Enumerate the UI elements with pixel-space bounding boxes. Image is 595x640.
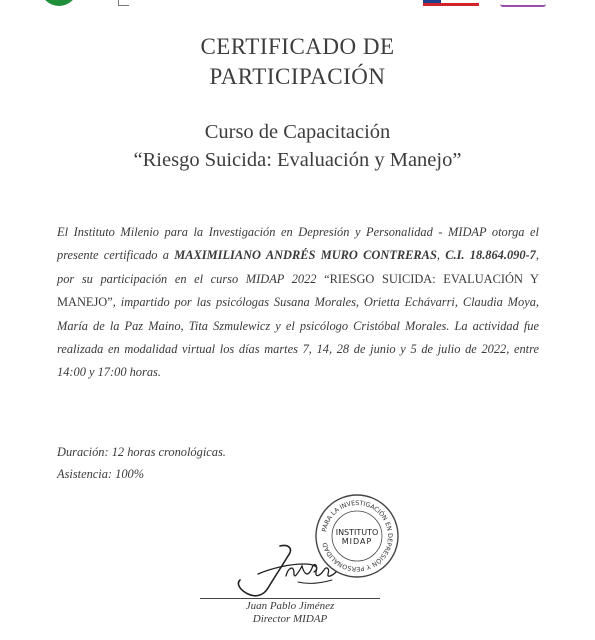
course-name: “RIESGO SUICIDA: EVALUACIÓN Y MANEJO” bbox=[57, 271, 539, 310]
signer-name: Juan Pablo Jiménez bbox=[245, 600, 335, 612]
course-title bbox=[0, 118, 595, 174]
institution-logo bbox=[40, 0, 78, 6]
participant-name: MAXIMILIANO ANDRÉS MURO CONTRERAS bbox=[174, 248, 437, 263]
body-text-3: , por su participación en el curso MIDAP 2022 bbox=[57, 248, 539, 286]
signer-role: Director MIDAP bbox=[252, 613, 328, 625]
partner-logo bbox=[500, 0, 546, 7]
participant-id: C.I. 18.864.090-7 bbox=[445, 248, 536, 263]
course-title-line-2: “Riesgo Suicida: Evaluación y Manejo” bbox=[133, 149, 462, 171]
certificate-body bbox=[57, 221, 539, 385]
attendance-text: Asistencia: 100% bbox=[57, 467, 145, 481]
logo-divider bbox=[118, 0, 129, 6]
director-signature bbox=[228, 540, 348, 602]
duration-text: Duración: 12 horas cronológicas. bbox=[57, 445, 226, 459]
body-text-4: , impartido por las psicólogas Susana Morales, Orietta Echávarri, Claudia Moya, María de la Paz Maino, Tita Szmulewicz y el psicólogo Cristóbal Morales. La actividad fue realizada en modalidad virtual los días martes 7, 14, 28 de junio y 5 de julio de 2022, entre 14:00 y 17:00 horas. bbox=[57, 295, 539, 380]
signature-line bbox=[200, 598, 380, 599]
body-text-2: , bbox=[436, 248, 446, 263]
government-logo bbox=[423, 0, 479, 6]
seal-ring-text: PARA LA INVESTIGACIÓN EN DEPRESIÓN Y PERSONALIDAD bbox=[321, 499, 394, 573]
title-line-2: PARTICIPACIÓN bbox=[209, 64, 386, 89]
flag-red-band bbox=[423, 3, 479, 6]
course-title-line-1: Curso de Capacitación bbox=[204, 121, 391, 143]
body-text-1: El Instituto Milenio para la Investigación en Depresión y Personalidad - MIDAP otorga el presente certificado a bbox=[57, 225, 539, 263]
signer-block bbox=[180, 600, 400, 626]
seal-line-1: INSTITUTO bbox=[335, 528, 379, 537]
seal-line-2: MIDAP bbox=[341, 537, 373, 546]
course-details bbox=[57, 441, 226, 485]
certificate-title bbox=[0, 32, 595, 92]
title-line-1: CERTIFICADO DE bbox=[200, 34, 395, 59]
